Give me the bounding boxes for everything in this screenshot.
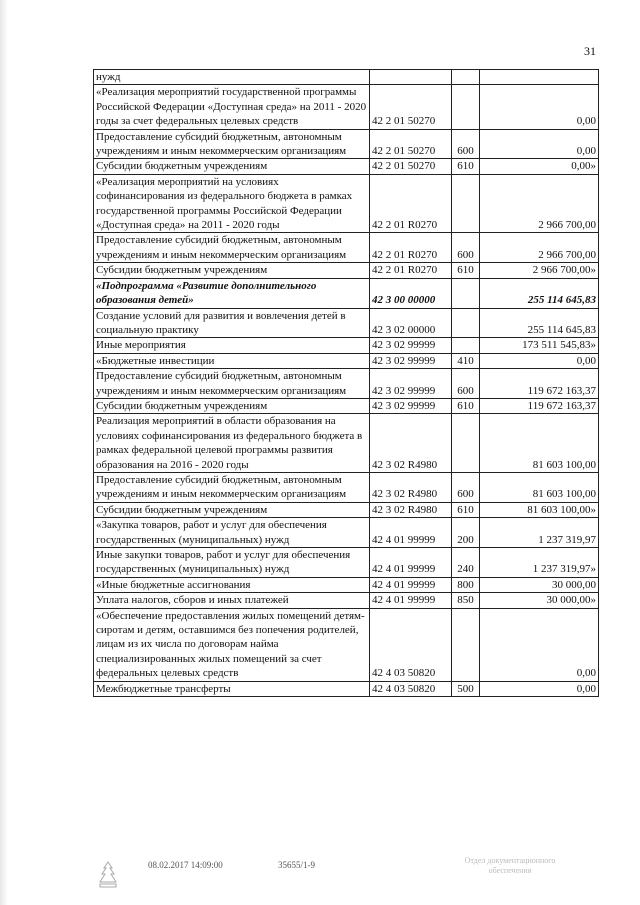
row-amount-cell: 255 114 645,83 (480, 278, 599, 308)
row-code-cell: 42 3 02 99999 (370, 353, 452, 368)
row-code-cell: 42 3 02 R4980 (370, 414, 452, 473)
row-vr-cell: 850 (452, 593, 480, 608)
row-amount-cell: 0,00 (480, 353, 599, 368)
table-row (94, 70, 599, 85)
row-vr-cell: 200 (452, 518, 480, 548)
row-vr-cell (452, 414, 480, 473)
row-code-cell: 42 4 01 99999 (370, 577, 452, 592)
row-name-cell: Предоставление субсидий бюджетным, автономным учреждениям и иным некоммерческим организациям (94, 129, 370, 159)
row-amount-cell: 1 237 319,97 (480, 518, 599, 548)
row-vr-cell: 610 (452, 398, 480, 413)
row-amount-cell: 30 000,00» (480, 593, 599, 608)
row-amount-cell: 173 511 545,83» (480, 338, 599, 353)
row-vr-cell: 240 (452, 548, 480, 578)
row-name-cell: Реализация мероприятий в области образования на условиях софинансирования из федерального бюджета в рамках федеральной целевой программы развития образования на 2016 - 2020 годы (94, 414, 370, 473)
row-name-cell: Предоставление субсидий бюджетным, автономным учреждениям и иным некоммерческим организациям (94, 472, 370, 502)
table-row (94, 278, 599, 308)
row-code-cell: 42 3 02 R4980 (370, 472, 452, 502)
row-name-cell: Межбюджетные трансферты (94, 681, 370, 696)
table-row (94, 233, 599, 263)
row-name-cell: Субсидии бюджетным учреждениям (94, 502, 370, 517)
table-row (94, 593, 599, 608)
row-name-cell: Субсидии бюджетным учреждениям (94, 159, 370, 174)
row-vr-cell: 600 (452, 129, 480, 159)
row-amount-cell: 119 672 163,37 (480, 398, 599, 413)
table-row (94, 85, 599, 129)
table-row (94, 414, 599, 473)
row-amount-cell: 0,00 (480, 681, 599, 696)
table-row (94, 548, 599, 578)
row-code-cell: 42 3 02 R4980 (370, 502, 452, 517)
row-name-cell: Иные закупки товаров, работ и услуг для обеспечения государственных (муниципальных) нужд (94, 548, 370, 578)
footer-stamp (450, 856, 570, 876)
table-row (94, 502, 599, 517)
row-code-cell: 42 2 01 50270 (370, 159, 452, 174)
row-name-cell: нужд (94, 70, 370, 85)
row-code-cell: 42 2 01 50270 (370, 129, 452, 159)
row-code-cell: 42 3 02 00000 (370, 308, 452, 338)
footer-stamp-line: Отдел документационного (464, 856, 556, 865)
row-amount-cell: 2 966 700,00 (480, 233, 599, 263)
row-code-cell: 42 2 01 R0270 (370, 174, 452, 233)
table-row (94, 308, 599, 338)
row-name-cell: «Реализация мероприятий на условиях софинансирования из федерального бюджета в рамках государственной программы Российской Федерации «Доступная среда» на 2011 - 2020 годы (94, 174, 370, 233)
row-vr-cell (452, 70, 480, 85)
row-vr-cell: 410 (452, 353, 480, 368)
row-amount-cell: 0,00 (480, 129, 599, 159)
row-name-cell: «Обеспечение предоставления жилых помещений детям-сиротам и детям, оставшимся без попечения родителей, лицам из их числа по договорам найма специализированных жилых помещений за счет федеральных целевых средств (94, 608, 370, 681)
table-row (94, 608, 599, 681)
table-row (94, 338, 599, 353)
row-name-cell: Предоставление субсидий бюджетным, автономным учреждениям и иным некоммерческим организациям (94, 233, 370, 263)
row-vr-cell: 800 (452, 577, 480, 592)
row-amount-cell: 81 603 100,00 (480, 414, 599, 473)
row-code-cell: 42 4 01 99999 (370, 593, 452, 608)
row-name-cell: Уплата налогов, сборов и иных платежей (94, 593, 370, 608)
table-row (94, 353, 599, 368)
page-number: 31 (584, 44, 596, 58)
row-code-cell: 42 2 01 R0270 (370, 263, 452, 278)
row-amount-cell: 2 966 700,00 (480, 174, 599, 233)
row-vr-cell: 600 (452, 472, 480, 502)
table-row (94, 369, 599, 399)
row-amount-cell (480, 70, 599, 85)
row-name-cell: «Иные бюджетные ассигнования (94, 577, 370, 592)
row-code-cell: 42 3 02 99999 (370, 369, 452, 399)
footer-stamp-line: обеспечения (488, 866, 532, 875)
table-row (94, 518, 599, 548)
row-vr-cell (452, 308, 480, 338)
row-code-cell: 42 4 03 50820 (370, 608, 452, 681)
row-amount-cell: 119 672 163,37 (480, 369, 599, 399)
scan-edge (0, 0, 8, 905)
table-row (94, 472, 599, 502)
row-vr-cell: 610 (452, 159, 480, 174)
table-row (94, 129, 599, 159)
row-code-cell: 42 3 02 99999 (370, 398, 452, 413)
table-row (94, 681, 599, 696)
row-vr-cell (452, 85, 480, 129)
row-amount-cell: 0,00 (480, 608, 599, 681)
row-name-cell: Создание условий для развития и вовлечения детей в социальную практику (94, 308, 370, 338)
table-row (94, 577, 599, 592)
row-name-cell: «Закупка товаров, работ и услуг для обеспечения государственных (муниципальных) нужд (94, 518, 370, 548)
row-amount-cell: 0,00 (480, 85, 599, 129)
row-name-cell: Иные мероприятия (94, 338, 370, 353)
row-name-cell: Субсидии бюджетным учреждениям (94, 263, 370, 278)
row-amount-cell: 255 114 645,83 (480, 308, 599, 338)
footer-code: 35655/1-9 (278, 860, 315, 870)
row-vr-cell: 610 (452, 263, 480, 278)
row-code-cell: 42 4 01 99999 (370, 518, 452, 548)
row-name-cell: «Бюджетные инвестиции (94, 353, 370, 368)
row-code-cell: 42 4 03 50820 (370, 681, 452, 696)
row-amount-cell: 81 603 100,00 (480, 472, 599, 502)
table-row (94, 159, 599, 174)
row-vr-cell (452, 174, 480, 233)
footer-date: 08.02.2017 14:09:00 (148, 860, 223, 870)
row-vr-cell (452, 338, 480, 353)
row-name-cell: «Подпрограмма «Развитие дополнительного образования детей» (94, 278, 370, 308)
row-amount-cell: 81 603 100,00» (480, 502, 599, 517)
row-code-cell: 42 2 01 50270 (370, 85, 452, 129)
row-vr-cell: 500 (452, 681, 480, 696)
row-amount-cell: 1 237 319,97» (480, 548, 599, 578)
row-code-cell: 42 3 00 00000 (370, 278, 452, 308)
row-name-cell: Предоставление субсидий бюджетным, автономным учреждениям и иным некоммерческим организациям (94, 369, 370, 399)
emblem-icon (96, 860, 120, 890)
table-row (94, 263, 599, 278)
row-code-cell: 42 2 01 R0270 (370, 233, 452, 263)
row-name-cell: Субсидии бюджетным учреждениям (94, 398, 370, 413)
row-vr-cell (452, 278, 480, 308)
row-vr-cell: 600 (452, 369, 480, 399)
row-code-cell (370, 70, 452, 85)
table-row (94, 174, 599, 233)
row-name-cell: «Реализация мероприятий государственной программы Российской Федерации «Доступная среда» на 2011 - 2020 годы за счет федеральных целевых средств (94, 85, 370, 129)
row-vr-cell (452, 608, 480, 681)
table-row (94, 398, 599, 413)
row-amount-cell: 30 000,00 (480, 577, 599, 592)
budget-table (93, 69, 599, 697)
row-amount-cell: 2 966 700,00» (480, 263, 599, 278)
row-vr-cell: 610 (452, 502, 480, 517)
row-vr-cell: 600 (452, 233, 480, 263)
row-code-cell: 42 4 01 99999 (370, 548, 452, 578)
row-code-cell: 42 3 02 99999 (370, 338, 452, 353)
row-amount-cell: 0,00» (480, 159, 599, 174)
